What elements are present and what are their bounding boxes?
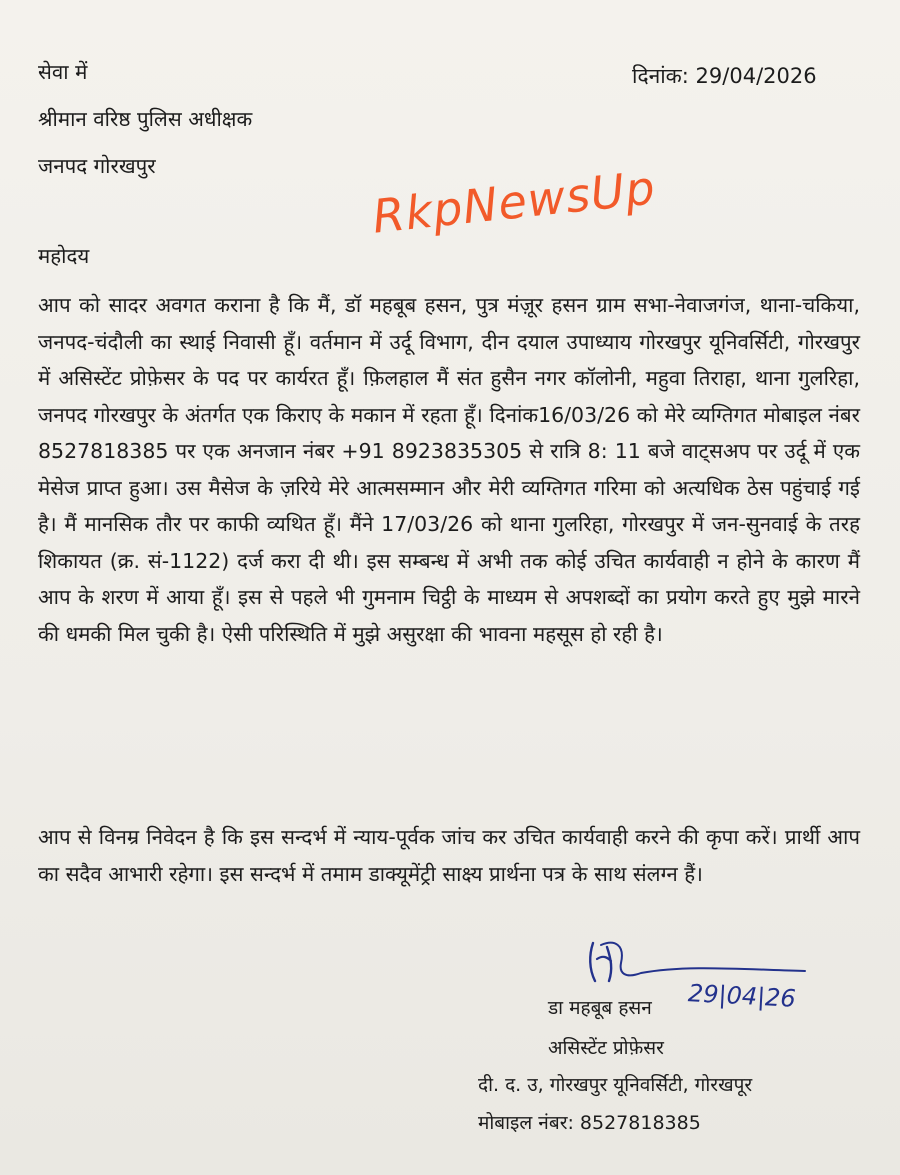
body-paragraph-1: आप को सादर अवगत कराना है कि मैं, डॉ महबूब हसन, पुत्र मंज़ूर हसन ग्राम सभा-नेवाजगंज, थाना-चकिया, जनपद-चंदौली का स्थाई निवासी हूँ। वर्तमान में उर्दू विभाग, दीन दयाल उपाध्याय गोरखपुर यूनिवर्सिटी, गोरखपुर में असिस्टेंट प्रोफ़ेसर के पद पर कार्यरत हूँ। फ़िलहाल मैं संत हुसैन नगर कॉलोनी, महुवा तिराहा, थाना गुलरिहा, जनपद गोरखपुर के अंतर्गत एक किराए के मकान में रहता हूँ। दिनांक16/03/26 को मेरे व्यग्तिगत मोबाइल नंबर 8527818385 पर एक अनजान नंबर +91 8923835305 से रात्रि 8: 11 बजे वाट्सअप पर उर्दू में एक मेसेज प्राप्त हुआ। उस मैसेज के ज़रिये मेरे आत्मसम्मान और मेरी व्यग्तिगत गरिमा को अत्यधिक ठेस पहुंचाई गई है। मैं मानसिक तौर पर काफी व्यथित हूँ। मैंने 17/03/26 को थाना गुलरिहा, गोरखपुर में जन-सुनवाई के तरह शिकायत (क्र. सं-1122) दर्ज करा दी थी। इस सम्बन्ध में अभी तक कोई उचित कार्यवाही न होने के कारण मैं आप के शरण में आया हूँ। इस से पहले भी गुमनाम चिट्ठी के माध्यम से अपशब्दों का प्रयोग करते हुए मुझे मारने की धमकी मिल चुकी है। ऐसी परिस्थिति में मुझे असुरक्षा की भावना महसूस हो रही है। [38,293,860,646]
address-line-1: सेवा में [38,60,88,84]
salutation: महोदय [38,244,90,268]
address-line-3: जनपद गोरखपुर [38,154,156,178]
signatory-mobile: मोबाइल नंबर: 8527818385 [478,1112,701,1134]
letter-date: दिनांक: 29/04/2026 [632,64,817,88]
signatory-institution: दी. द. उ, गोरखपुर यूनिवर्सिटी, गोरखपूर [478,1074,753,1096]
address-line-2: श्रीमान वरिष्ठ पुलिस अधीक्षक [38,107,253,131]
signatory-designation: असिस्टेंट प्रोफ़ेसर [548,1037,664,1059]
watermark-text: RkpNewsUp [370,160,659,244]
body-paragraph-2: आप से विनम्र निवेदन है कि इस सन्दर्भ में न्याय-पूर्वक जांच कर उचित कार्यवाही करने की कृपा करें। प्रार्थी आप का सदैव आभारी रहेगा। इस सन्दर्भ में तमाम डाक्यूमेंट्री साक्ष्य प्रार्थना पत्र के साथ संलग्न हैं। [38,825,860,886]
signatory-name: डा महबूब हसन [548,997,652,1019]
handwritten-date: 29|04|26 [687,979,797,1013]
